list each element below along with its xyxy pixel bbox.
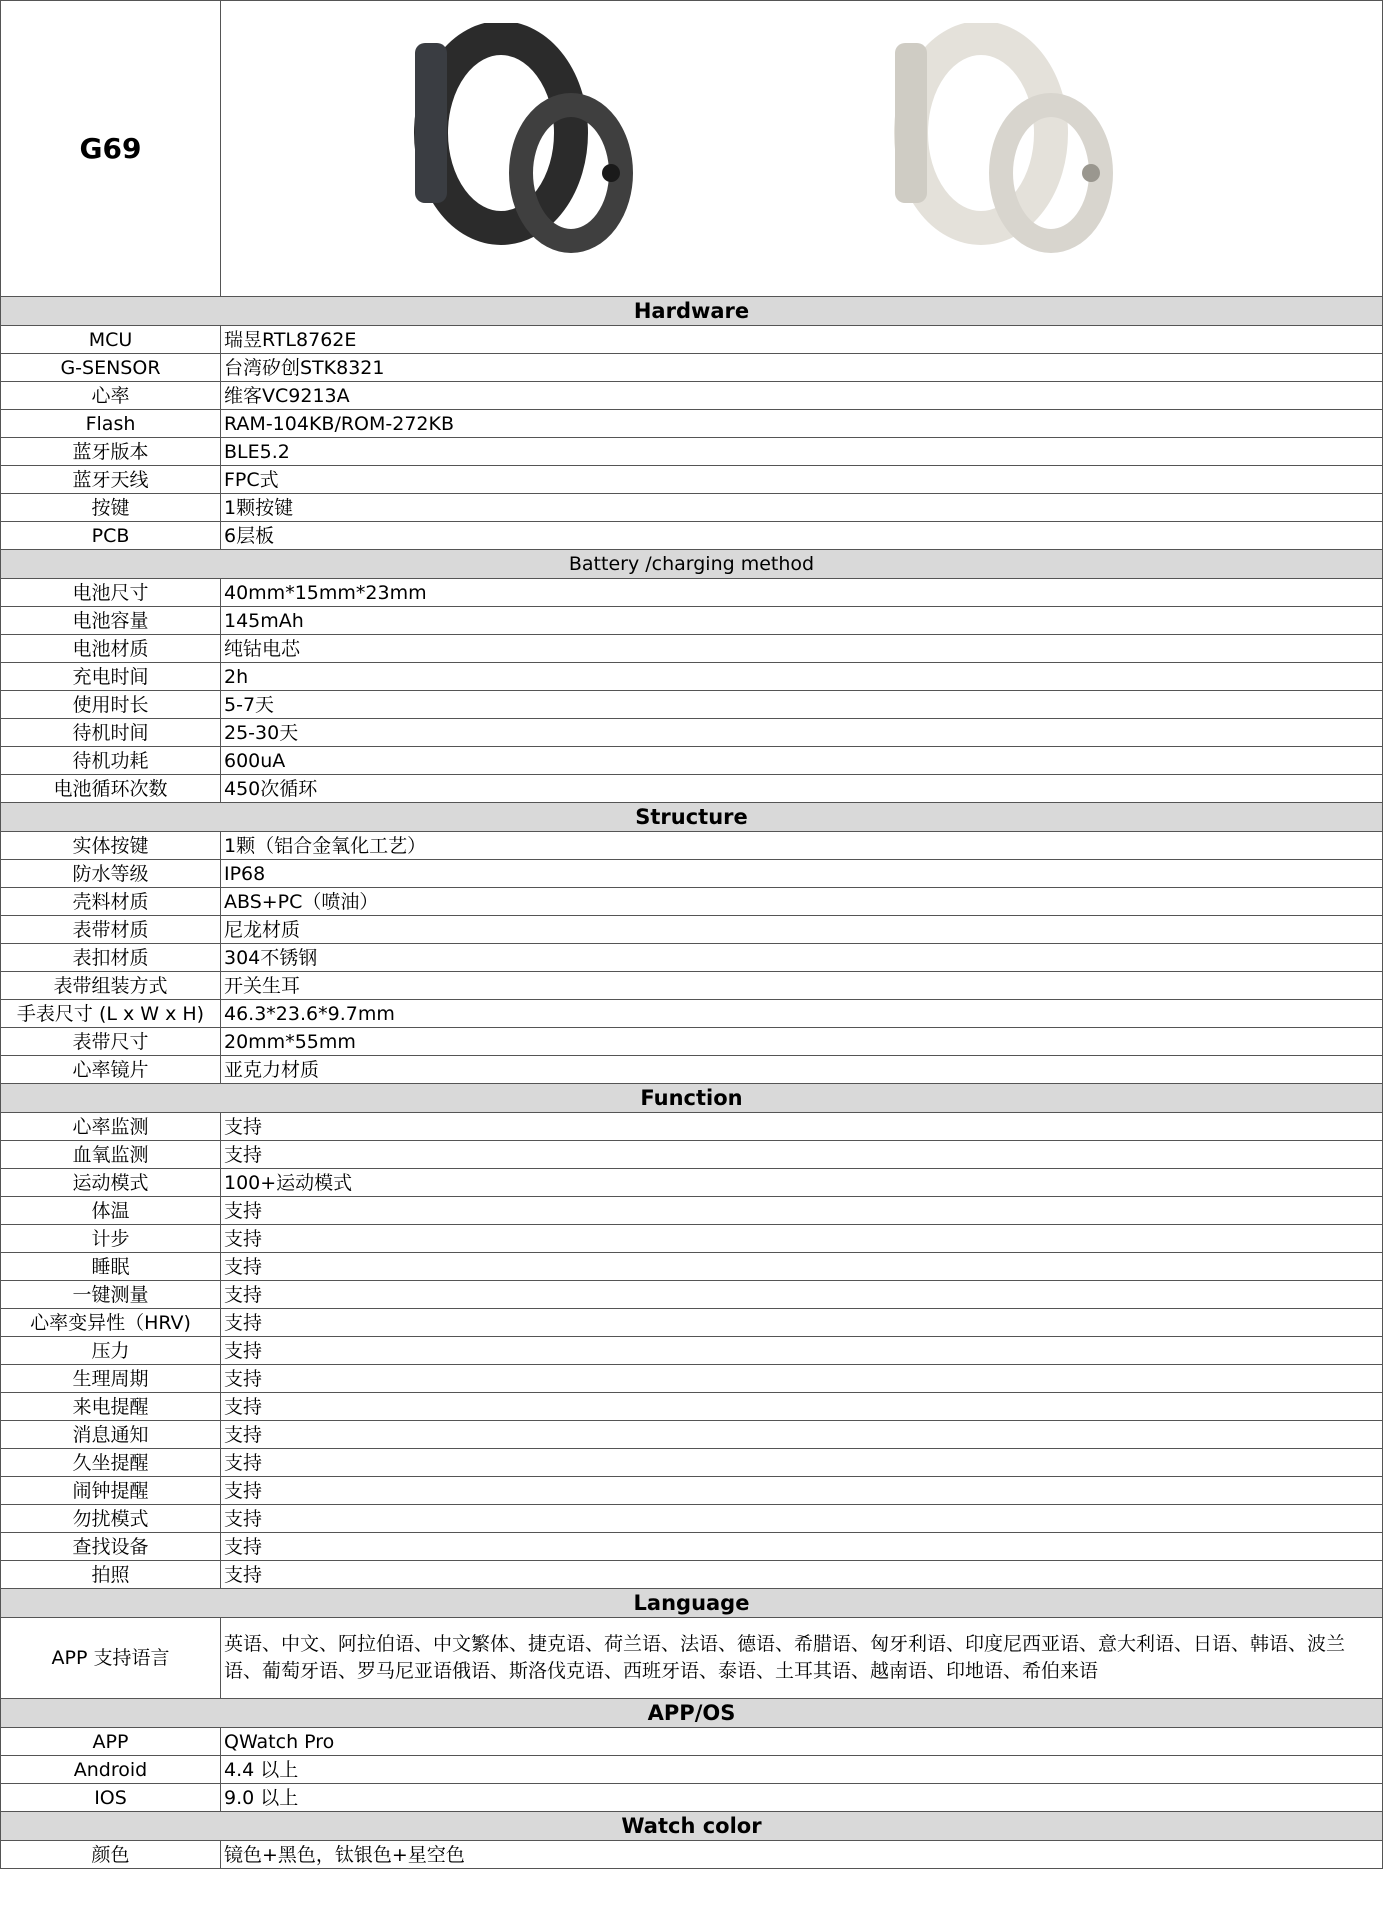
spec-row xyxy=(1,438,1383,466)
spec-value: 尼龙材质 xyxy=(221,916,1383,944)
spec-row xyxy=(1,1337,1383,1365)
spec-row xyxy=(1,1449,1383,1477)
section-header xyxy=(1,1589,1383,1618)
spec-row xyxy=(1,1056,1383,1084)
section-title: Hardware xyxy=(1,297,1383,326)
spec-row xyxy=(1,1533,1383,1561)
spec-row xyxy=(1,832,1383,860)
spec-label: 充电时间 xyxy=(1,663,221,691)
spec-label: 颜色 xyxy=(1,1841,221,1869)
spec-row xyxy=(1,466,1383,494)
spec-value: 450次循环 xyxy=(221,775,1383,803)
spec-value: 台湾矽创STK8321 xyxy=(221,354,1383,382)
spec-label: 运动模式 xyxy=(1,1169,221,1197)
starlight-tracker-body xyxy=(895,43,927,203)
spec-value: 维客VC9213A xyxy=(221,382,1383,410)
spec-label: 拍照 xyxy=(1,1561,221,1589)
spec-value: 9.0 以上 xyxy=(221,1784,1383,1812)
spec-value: 600uA xyxy=(221,747,1383,775)
spec-row xyxy=(1,1000,1383,1028)
spec-value: 亚克力材质 xyxy=(221,1056,1383,1084)
black-tracker-body xyxy=(415,43,447,203)
spec-row xyxy=(1,1365,1383,1393)
spec-value: 支持 xyxy=(221,1253,1383,1281)
spec-value: 100+运动模式 xyxy=(221,1169,1383,1197)
spec-label: Android xyxy=(1,1756,221,1784)
spec-row xyxy=(1,1477,1383,1505)
section-title: APP/OS xyxy=(1,1699,1383,1728)
spec-value: 支持 xyxy=(221,1141,1383,1169)
spec-label: 待机时间 xyxy=(1,719,221,747)
spec-label: 计步 xyxy=(1,1225,221,1253)
spec-value: 支持 xyxy=(221,1477,1383,1505)
spec-value: 304不锈钢 xyxy=(221,944,1383,972)
spec-value: 40mm*15mm*23mm xyxy=(221,579,1383,607)
spec-value: FPC式 xyxy=(221,466,1383,494)
spec-label: 蓝牙版本 xyxy=(1,438,221,466)
spec-label: 闹钟提醒 xyxy=(1,1477,221,1505)
spec-label: 一键测量 xyxy=(1,1281,221,1309)
spec-value: 支持 xyxy=(221,1561,1383,1589)
spec-label: 消息通知 xyxy=(1,1421,221,1449)
spec-label: 表带尺寸 xyxy=(1,1028,221,1056)
spec-row xyxy=(1,1561,1383,1589)
spec-label: 电池容量 xyxy=(1,607,221,635)
spec-value: BLE5.2 xyxy=(221,438,1383,466)
spec-row xyxy=(1,663,1383,691)
spec-label: 实体按键 xyxy=(1,832,221,860)
spec-value: 支持 xyxy=(221,1197,1383,1225)
spec-label: 压力 xyxy=(1,1337,221,1365)
spec-value: 支持 xyxy=(221,1225,1383,1253)
section-title: Watch color xyxy=(1,1812,1383,1841)
spec-label: MCU xyxy=(1,326,221,354)
spec-label: 心率镜片 xyxy=(1,1056,221,1084)
spec-label: 勿扰模式 xyxy=(1,1505,221,1533)
spec-row xyxy=(1,1253,1383,1281)
spec-row xyxy=(1,1028,1383,1056)
section-header xyxy=(1,297,1383,326)
spec-label: APP 支持语言 xyxy=(1,1618,221,1699)
spec-label: 查找设备 xyxy=(1,1533,221,1561)
starlight-band-buckle-icon xyxy=(1082,164,1100,182)
spec-label: 生理周期 xyxy=(1,1365,221,1393)
spec-value: 145mAh xyxy=(221,607,1383,635)
spec-value: 2h xyxy=(221,663,1383,691)
spec-value: 支持 xyxy=(221,1449,1383,1477)
section-title: Language xyxy=(1,1589,1383,1618)
spec-row xyxy=(1,1505,1383,1533)
spec-row xyxy=(1,1197,1383,1225)
spec-row xyxy=(1,635,1383,663)
starlight-nylon-strap xyxy=(911,38,1051,228)
spec-value: 支持 xyxy=(221,1309,1383,1337)
spec-row xyxy=(1,719,1383,747)
spec-row xyxy=(1,579,1383,607)
spec-row xyxy=(1,1756,1383,1784)
spec-value: 6层板 xyxy=(221,522,1383,550)
spec-value: 20mm*55mm xyxy=(221,1028,1383,1056)
spec-row xyxy=(1,354,1383,382)
black-band-watch-image xyxy=(411,23,651,273)
spec-label: 电池尺寸 xyxy=(1,579,221,607)
product-photos xyxy=(221,1,1383,297)
spec-value: QWatch Pro xyxy=(221,1728,1383,1756)
spec-label: 电池材质 xyxy=(1,635,221,663)
spec-value: 支持 xyxy=(221,1337,1383,1365)
spec-label: 表带材质 xyxy=(1,916,221,944)
spec-label: 蓝牙天线 xyxy=(1,466,221,494)
spec-label: 心率监测 xyxy=(1,1113,221,1141)
spec-label: 睡眠 xyxy=(1,1253,221,1281)
spec-value: 支持 xyxy=(221,1533,1383,1561)
spec-row xyxy=(1,916,1383,944)
section-header xyxy=(1,1084,1383,1113)
spec-label: IOS xyxy=(1,1784,221,1812)
spec-row xyxy=(1,1113,1383,1141)
spec-value: 支持 xyxy=(221,1365,1383,1393)
spec-value: 1颗（铝合金氧化工艺） xyxy=(221,832,1383,860)
spec-row xyxy=(1,1225,1383,1253)
spec-row xyxy=(1,860,1383,888)
spec-row xyxy=(1,1169,1383,1197)
spec-row xyxy=(1,1841,1383,1869)
spec-value: 支持 xyxy=(221,1113,1383,1141)
spec-label: 壳料材质 xyxy=(1,888,221,916)
spec-row xyxy=(1,747,1383,775)
section-header xyxy=(1,1699,1383,1728)
spec-value: 支持 xyxy=(221,1505,1383,1533)
spec-row xyxy=(1,607,1383,635)
spec-label: APP xyxy=(1,1728,221,1756)
section-title: Battery /charging method xyxy=(1,550,1383,579)
spec-label: PCB xyxy=(1,522,221,550)
model-name: G69 xyxy=(1,1,221,297)
spec-row xyxy=(1,522,1383,550)
spec-row xyxy=(1,326,1383,354)
spec-label: Flash xyxy=(1,410,221,438)
spec-value: IP68 xyxy=(221,860,1383,888)
spec-value: 支持 xyxy=(221,1421,1383,1449)
spec-value: 1颗按键 xyxy=(221,494,1383,522)
spec-label: G-SENSOR xyxy=(1,354,221,382)
spec-label: 防水等级 xyxy=(1,860,221,888)
spec-label: 表扣材质 xyxy=(1,944,221,972)
section-header xyxy=(1,1812,1383,1841)
spec-label: 待机功耗 xyxy=(1,747,221,775)
spec-value: 5-7天 xyxy=(221,691,1383,719)
spec-label: 表带组装方式 xyxy=(1,972,221,1000)
spec-value: 25-30天 xyxy=(221,719,1383,747)
spec-row xyxy=(1,410,1383,438)
spec-row xyxy=(1,1421,1383,1449)
spec-row xyxy=(1,1393,1383,1421)
spec-label: 体温 xyxy=(1,1197,221,1225)
spec-value: 支持 xyxy=(221,1281,1383,1309)
spec-value: 开关生耳 xyxy=(221,972,1383,1000)
black-nylon-strap xyxy=(431,38,571,228)
spec-row xyxy=(1,1728,1383,1756)
spec-label: 按键 xyxy=(1,494,221,522)
header-row xyxy=(1,1,1383,297)
spec-value: 46.3*23.6*9.7mm xyxy=(221,1000,1383,1028)
spec-row xyxy=(1,972,1383,1000)
spec-value: RAM-104KB/ROM-272KB xyxy=(221,410,1383,438)
spec-value: 英语、中文、阿拉伯语、中文繁体、捷克语、荷兰语、法语、德语、希腊语、匈牙利语、印度尼西亚语、意大利语、日语、韩语、波兰语、葡萄牙语、罗马尼亚语俄语、斯洛伐克语、西班牙语、泰语、土耳其语、越南语、印地语、希伯来语 xyxy=(221,1618,1383,1699)
spec-row xyxy=(1,494,1383,522)
spec-value: 4.4 以上 xyxy=(221,1756,1383,1784)
section-header xyxy=(1,550,1383,579)
section-title: Structure xyxy=(1,803,1383,832)
spec-label: 心率 xyxy=(1,382,221,410)
section-header xyxy=(1,803,1383,832)
spec-label: 久坐提醒 xyxy=(1,1449,221,1477)
section-title: Function xyxy=(1,1084,1383,1113)
spec-row xyxy=(1,775,1383,803)
spec-row xyxy=(1,1309,1383,1337)
spec-label: 手表尺寸 (L x W x H) xyxy=(1,1000,221,1028)
spec-label: 使用时长 xyxy=(1,691,221,719)
spec-row xyxy=(1,691,1383,719)
spec-row xyxy=(1,1618,1383,1699)
spec-label: 来电提醒 xyxy=(1,1393,221,1421)
spec-row xyxy=(1,1784,1383,1812)
spec-label: 血氧监测 xyxy=(1,1141,221,1169)
spec-label: 电池循环次数 xyxy=(1,775,221,803)
spec-row xyxy=(1,1141,1383,1169)
spec-row xyxy=(1,944,1383,972)
black-band-buckle-icon xyxy=(602,164,620,182)
spec-row xyxy=(1,1281,1383,1309)
spec-value: 纯钴电芯 xyxy=(221,635,1383,663)
spec-value: 镜色+黑色，钛银色+星空色 xyxy=(221,1841,1383,1869)
spec-row xyxy=(1,888,1383,916)
spec-value: ABS+PC（喷油） xyxy=(221,888,1383,916)
spec-label: 心率变异性（HRV) xyxy=(1,1309,221,1337)
spec-row xyxy=(1,382,1383,410)
starlight-band-watch-image xyxy=(891,23,1131,273)
spec-value: 瑞昱RTL8762E xyxy=(221,326,1383,354)
spec-value: 支持 xyxy=(221,1393,1383,1421)
